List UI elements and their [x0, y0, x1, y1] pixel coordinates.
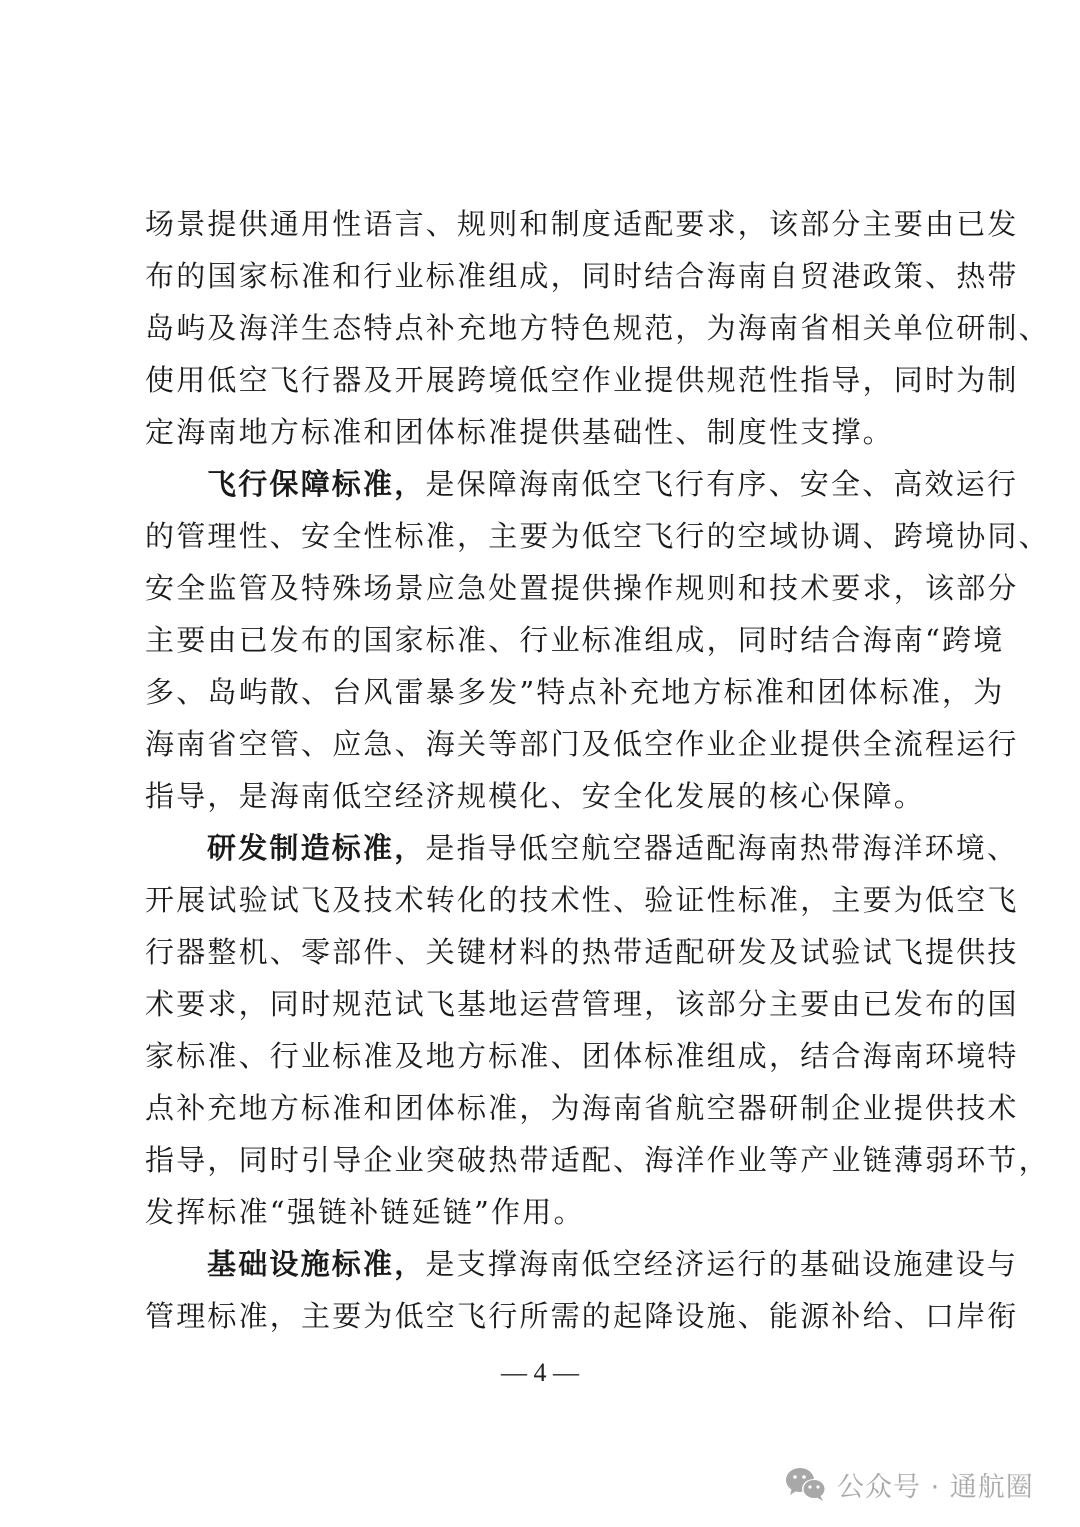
- text-line: 安全监管及特殊场景应急处置提供操作规则和技术要求，该部分: [145, 571, 1019, 605]
- text-line: 主要由已发布的国家标准、行业标准组成，同时结合海南“跨境: [145, 623, 1005, 657]
- page-number: — 4 —: [501, 1358, 579, 1387]
- paragraph-heading: 基础设施标准，: [207, 1247, 426, 1281]
- paragraph-flight-support-standards: [145, 458, 1050, 822]
- text-line: 指导，同时引导企业突破热带适配、海洋作业等产业链薄弱环节，: [145, 1143, 1050, 1177]
- wechat-icon: [785, 1466, 827, 1502]
- document-body: [145, 198, 1050, 1342]
- text-line: 岛屿及海洋生态特点补充地方特色规范，为海南省相关单位研制、: [145, 311, 1050, 345]
- text-line: 开展试验试飞及技术转化的技术性、验证性标准，主要为低空飞: [145, 883, 1019, 917]
- paragraph-heading: 飞行保障标准，: [207, 467, 426, 501]
- text-line: 的管理性、安全性标准，主要为低空飞行的空域协调、跨境协同、: [145, 519, 1050, 553]
- text-line: 布的国家标准和行业标准组成，同时结合海南自贸港政策、热带: [145, 259, 1019, 293]
- text-line: 海南省空管、应急、海关等部门及低空作业企业提供全流程运行: [145, 727, 1019, 761]
- wechat-official-account-watermark: [785, 1464, 1034, 1504]
- paragraph-first-line: [145, 1238, 1019, 1290]
- text-run: 是保障海南低空飞行有序、安全、高效运行: [425, 467, 1019, 501]
- paragraph-rd-manufacturing-standards: [145, 822, 1050, 1238]
- text-line: 家标准、行业标准及地方标准、团体标准组成，结合海南环境特: [145, 1039, 1019, 1073]
- text-line: 定海南地方标准和团体标准提供基础性、制度性支撑。: [145, 415, 894, 449]
- watermark-label: 公众号 · 通航圈: [837, 1471, 1034, 1503]
- text-line: 使用低空飞行器及开展跨境低空作业提供规范性指导，同时为制: [145, 363, 1019, 397]
- text-line: 多、岛屿散、台风雷暴多发”特点补充地方标准和团体标准，为: [145, 675, 1005, 709]
- text-line: 点补充地方标准和团体标准，为海南省航空器研制企业提供技术: [145, 1091, 1019, 1125]
- paragraph-general-standards-continued: [145, 198, 1050, 458]
- text-line: 指导，是海南低空经济规模化、安全化发展的核心保障。: [145, 779, 926, 813]
- text-line: 场景提供通用性语言、规则和制度适配要求，该部分主要由已发: [145, 207, 1019, 241]
- paragraph-heading: 研发制造标准，: [207, 831, 426, 865]
- paragraph-infrastructure-standards: [145, 1238, 1019, 1342]
- text-line: 管理标准，主要为低空飞行所需的起降设施、能源补给、口岸衔: [145, 1299, 1019, 1333]
- paragraph-first-line: [145, 822, 1019, 874]
- text-line: 发挥标准“强链补链延链”作用。: [145, 1195, 585, 1229]
- text-line: 术要求，同时规范试飞基地运营管理，该部分主要由已发布的国: [145, 987, 1019, 1021]
- paragraph-first-line: [145, 458, 1019, 510]
- text-run: 是支撑海南低空经济运行的基础设施建设与: [425, 1247, 1019, 1281]
- text-line: 行器整机、零部件、关键材料的热带适配研发及试验试飞提供技: [145, 935, 1019, 969]
- text-run: 是指导低空航空器适配海南热带海洋环境、: [425, 831, 1019, 865]
